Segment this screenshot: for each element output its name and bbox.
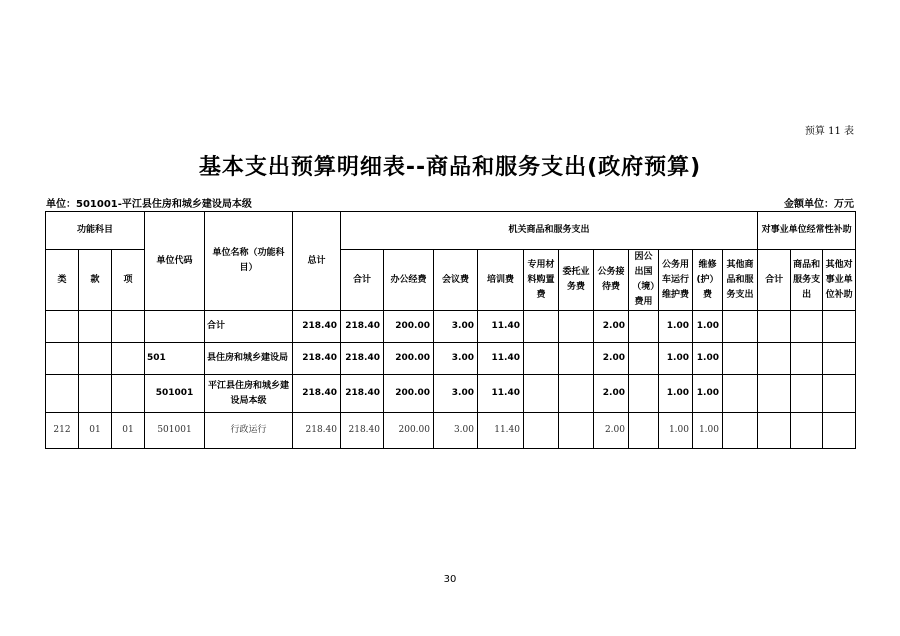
cell-xiang [112,343,145,375]
cell-office: 200.00 [384,311,434,343]
cell-repair: 1.00 [693,413,723,449]
cell-other-goods [723,343,758,375]
cell-training: 11.40 [478,311,524,343]
header-unit-code: 单位代码 [145,212,205,311]
cell-shiye-goods [791,343,823,375]
cell-total: 218.40 [293,375,341,413]
header-training: 培训费 [478,250,524,311]
cell-reception: 2.00 [594,311,629,343]
cell-training: 11.40 [478,375,524,413]
table-row [46,375,856,413]
cell-total: 218.40 [293,343,341,375]
cell-office: 200.00 [384,343,434,375]
cell-meeting: 3.00 [434,311,478,343]
cell-meeting: 3.00 [434,343,478,375]
cell-name: 行政运行 [205,413,293,449]
cell-shiye-heji [758,375,791,413]
cell-kuan [79,311,112,343]
cell-kuan: 01 [79,413,112,449]
table-row [46,413,856,449]
table-header [46,212,856,311]
cell-reception: 2.00 [594,343,629,375]
table-row [46,311,856,343]
cell-kuan [79,343,112,375]
cell-shiye-heji [758,343,791,375]
cell-code: 501001 [145,375,205,413]
header-materials: 专用材料购置费 [524,250,559,311]
cell-name: 平江县住房和城乡建设局本级 [205,375,293,413]
cell-shiye-other [823,311,856,343]
header-meeting: 会议费 [434,250,478,311]
cell-xiang [112,375,145,413]
cell-heji: 218.40 [341,375,384,413]
cell-code [145,311,205,343]
cell-repair: 1.00 [693,343,723,375]
cell-training: 11.40 [478,343,524,375]
cell-heji: 218.40 [341,343,384,375]
cell-shiye-goods [791,375,823,413]
header-shiye-group: 对事业单位经常性补助 [758,212,856,250]
header-unit-name: 单位名称（功能科目） [205,212,293,311]
header-shiye-goods: 商品和服务支出 [791,250,823,311]
header-lei: 类 [46,250,79,311]
header-jiguan-group: 机关商品和服务支出 [341,212,758,250]
cell-entrusted [559,375,594,413]
cell-code: 501 [145,343,205,375]
cell-shiye-goods [791,413,823,449]
cell-training: 11.40 [478,413,524,449]
cell-heji: 218.40 [341,311,384,343]
header-kuan: 款 [79,250,112,311]
cell-other-goods [723,375,758,413]
cell-abroad [629,343,659,375]
cell-repair: 1.00 [693,311,723,343]
cell-code: 501001 [145,413,205,449]
unit-label: 单位：501001-平江县住房和城乡建设局本级 [46,199,252,210]
cell-name: 合计 [205,311,293,343]
cell-shiye-heji [758,311,791,343]
cell-heji: 218.40 [341,413,384,449]
cell-kuan [79,375,112,413]
cell-lei [46,343,79,375]
cell-meeting: 3.00 [434,375,478,413]
header-heji: 合计 [341,250,384,311]
cell-office: 200.00 [384,375,434,413]
cell-entrusted [559,413,594,449]
cell-other-goods [723,413,758,449]
cell-lei [46,375,79,413]
cell-entrusted [559,343,594,375]
cell-shiye-goods [791,311,823,343]
table-body [46,311,856,449]
cell-abroad [629,413,659,449]
budget-table [45,211,856,449]
header-abroad: 因公出国（境）费用 [629,250,659,311]
cell-shiye-other [823,343,856,375]
cell-shiye-other [823,375,856,413]
header-office: 办公经费 [384,250,434,311]
cell-name: 县住房和城乡建设局 [205,343,293,375]
cell-vehicle: 1.00 [659,343,693,375]
table-tag: 预算 11 表 [804,126,854,137]
cell-meeting: 3.00 [434,413,478,449]
cell-vehicle: 1.00 [659,375,693,413]
cell-entrusted [559,311,594,343]
header-reception: 公务接待费 [594,250,629,311]
page-number: 30 [443,574,457,585]
cell-office: 200.00 [384,413,434,449]
cell-lei [46,311,79,343]
cell-vehicle: 1.00 [659,413,693,449]
cell-total: 218.40 [293,413,341,449]
header-shiye-other: 其他对事业单位补助 [823,250,856,311]
cell-vehicle: 1.00 [659,311,693,343]
cell-reception: 2.00 [594,413,629,449]
header-shiye-heji: 合计 [758,250,791,311]
header-repair: 维修(护）费 [693,250,723,311]
cell-abroad [629,311,659,343]
cell-materials [524,375,559,413]
cell-lei: 212 [46,413,79,449]
header-total: 总计 [293,212,341,311]
page-title: 基本支出预算明细表--商品和服务支出(政府预算) [198,155,702,180]
cell-xiang [112,311,145,343]
header-other-goods: 其他商品和服务支出 [723,250,758,311]
cell-repair: 1.00 [693,375,723,413]
cell-shiye-heji [758,413,791,449]
cell-materials [524,311,559,343]
cell-xiang: 01 [112,413,145,449]
header-xiang: 项 [112,250,145,311]
cell-total: 218.40 [293,311,341,343]
header-func-subject: 功能科目 [46,212,145,250]
cell-reception: 2.00 [594,375,629,413]
table-row [46,343,856,375]
cell-materials [524,343,559,375]
header-entrusted: 委托业务费 [559,250,594,311]
cell-materials [524,413,559,449]
cell-other-goods [723,311,758,343]
money-unit-label: 金额单位：万元 [784,199,854,210]
header-vehicle: 公务用车运行维护费 [659,250,693,311]
cell-shiye-other [823,413,856,449]
cell-abroad [629,375,659,413]
